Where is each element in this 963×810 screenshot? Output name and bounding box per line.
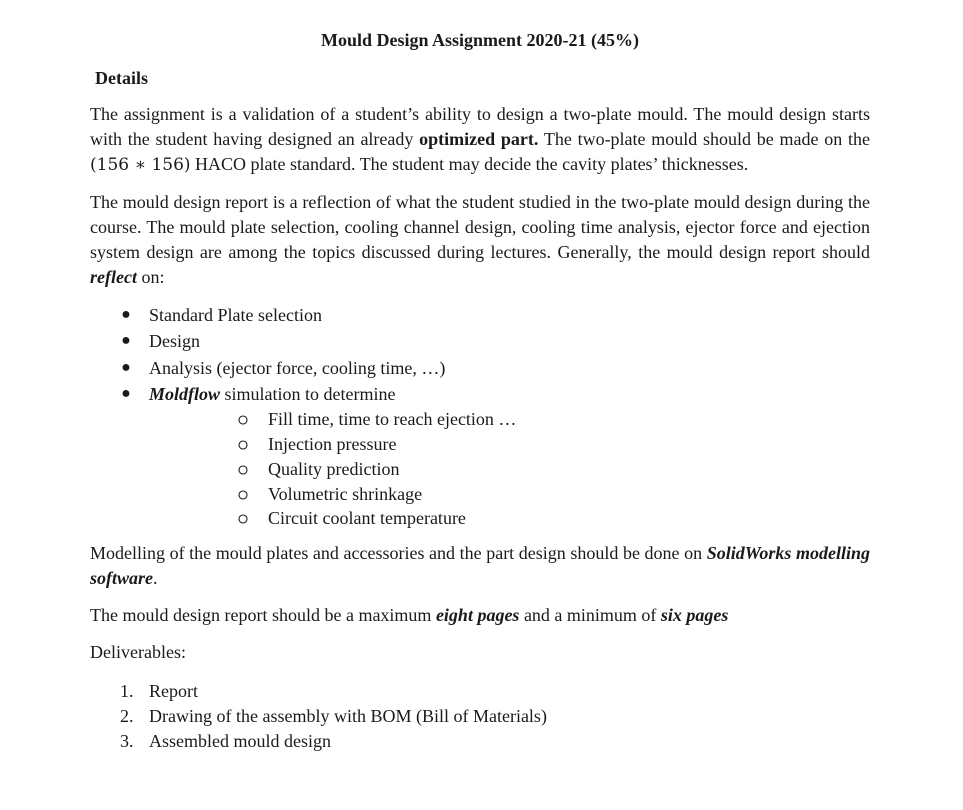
bullet-icon: ● xyxy=(121,306,131,323)
document-page xyxy=(90,28,870,754)
paragraph-report-scope xyxy=(90,190,870,290)
deliverable-label: Assembled mould design xyxy=(149,730,331,751)
hollow-bullet-icon xyxy=(238,415,248,425)
reflect-emphasis: reflect xyxy=(90,267,137,287)
deliverable-label: Drawing of the assembly with BOM (Bill of Materials) xyxy=(149,705,547,726)
paragraph-intro xyxy=(90,102,870,178)
paragraph-intro-text-3: HACO plate standard. The student may decide the cavity plates’ thicknesses. xyxy=(190,154,749,174)
paragraph-intro-text-1: The assignment is a validation of a student’s ability to design a two-plate mould. The mould design starts with the student having designed an already xyxy=(90,104,870,149)
paragraph-limits-text-1: The mould design report should be a maximum xyxy=(90,605,436,626)
deliverable-number: 1. xyxy=(120,681,134,702)
list-item-label: Design xyxy=(149,331,200,352)
details-heading: Details xyxy=(95,68,148,88)
document-title: Mould Design Assignment 2020-21 (45%) xyxy=(320,30,639,50)
list-item xyxy=(90,381,870,531)
sub-list-item-label: Circuit coolant temperature xyxy=(268,508,466,529)
bullet-icon: ● xyxy=(121,358,131,376)
solidworks-emphasis: SolidWorks modelling software xyxy=(90,543,871,589)
list-item-label: Analysis (ejector force, cooling time, …) xyxy=(149,357,446,378)
deliverable-item xyxy=(90,679,870,704)
sub-list-item xyxy=(149,457,870,482)
paragraph-report-text-1: The mould design report is a reflection of what the student studied in the two-plate mould design during the course. The mould plate selection, cooling channel design, cooling time analysis, ejector force and ejection system design are among the topics discussed during lectures. Generally, the mould design report should xyxy=(90,192,870,262)
list-item xyxy=(90,328,870,354)
list-item-label: simulation to determine xyxy=(220,383,396,404)
deliverable-label: Report xyxy=(149,681,198,702)
deliverable-item xyxy=(90,729,870,754)
six-pages-emphasis: six pages xyxy=(660,605,729,626)
hollow-bullet-icon xyxy=(238,465,248,475)
sub-list-item xyxy=(149,506,870,531)
optimized-part-emphasis: optimized part. xyxy=(419,129,539,149)
deliverable-number: 3. xyxy=(120,730,134,751)
eight-pages-emphasis: eight pages xyxy=(435,605,520,626)
paragraph-report-text-2: on: xyxy=(136,267,165,287)
sub-list-item-label: Volumetric shrinkage xyxy=(268,483,423,504)
deliverable-item xyxy=(90,704,870,729)
sub-list-item xyxy=(149,482,870,507)
sub-list-item xyxy=(149,407,870,432)
sub-list-item xyxy=(149,432,870,457)
paragraph-limits-text-2: and a minimum of xyxy=(519,605,661,626)
paragraph-modelling xyxy=(90,541,870,591)
deliverables-label: Deliverables: xyxy=(90,642,186,663)
hollow-bullet-icon xyxy=(238,514,248,524)
topics-list xyxy=(90,302,870,531)
hollow-bullet-icon xyxy=(238,490,248,500)
bullet-icon: ● xyxy=(121,332,131,350)
bullet-icon: ● xyxy=(121,384,131,402)
paragraph-modelling-text-1: Modelling of the mould plates and accessories and the part design should be done on xyxy=(90,543,707,564)
simulation-sublist xyxy=(149,407,870,531)
hollow-bullet-icon xyxy=(238,440,248,450)
paragraph-modelling-text-2: . xyxy=(153,568,158,589)
list-item xyxy=(90,302,870,328)
paragraph-intro-text-2: The two-plate mould should be made on the xyxy=(538,129,870,149)
paragraph-page-limits xyxy=(90,603,870,628)
moldflow-emphasis: Moldflow xyxy=(149,383,221,404)
list-item-label: Standard Plate selection xyxy=(149,305,322,325)
sub-list-item-label: Quality prediction xyxy=(268,458,400,479)
sub-list-item-label: Fill time, time to reach ejection … xyxy=(268,409,517,430)
plate-dimension-formula: (156 ∗ 156) xyxy=(90,155,191,175)
list-item xyxy=(90,355,870,381)
deliverables-list xyxy=(90,679,870,753)
sub-list-item-label: Injection pressure xyxy=(268,433,397,454)
deliverable-number: 2. xyxy=(120,705,134,726)
